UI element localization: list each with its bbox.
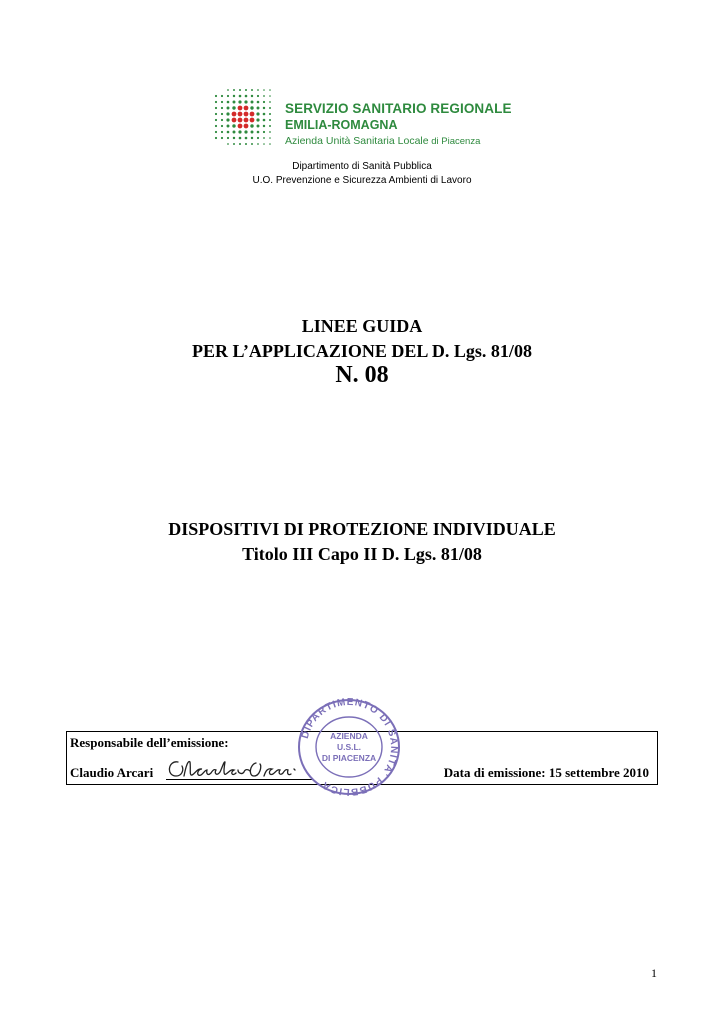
logo-dot-green [251, 131, 254, 134]
logo-dot-green [215, 125, 217, 127]
logo-dot-green [215, 107, 217, 109]
stamp-inner-line1: AZIENDA [330, 731, 368, 741]
logo-dot-green [269, 137, 271, 139]
department-name: Dipartimento di Sanità Pubblica [292, 161, 432, 172]
title-line2: PER L’APPLICAZIONE DEL D. Lgs. 81/08 [192, 341, 532, 361]
logo-dot-green [245, 143, 247, 145]
logo-dot-green [233, 143, 235, 145]
logo-dot-red [244, 124, 249, 129]
page-number: 1 [651, 966, 657, 980]
logo-dot-green [215, 137, 217, 139]
logo-dot-green [269, 143, 271, 145]
logo-dot-green [238, 100, 241, 103]
responsible-label: Responsabile dell’emissione: [70, 735, 229, 750]
logo-dot-red [244, 112, 249, 117]
logo-dot-green [227, 137, 229, 139]
logo-dot-green [227, 101, 230, 104]
logo-dot-red [238, 124, 243, 129]
logo-dot-green [233, 101, 236, 104]
logo-dot-red [250, 112, 255, 117]
logo-dot-green [227, 107, 230, 110]
logo-dot-green [257, 107, 260, 110]
logo-dot-green [263, 101, 265, 103]
signature-icon [164, 756, 304, 788]
logo-dot-red [238, 106, 243, 111]
logo-dot-green [257, 101, 260, 104]
logo-line2: EMILIA-ROMAGNA [285, 118, 398, 132]
logo-dot-green [215, 113, 217, 115]
logo-dot-green [257, 95, 259, 97]
logo-dot-green [269, 119, 271, 121]
logo-dot-green [263, 131, 265, 133]
logo-dot-green [257, 125, 260, 128]
logo-dot-green [244, 130, 247, 133]
emission-date: Data di emissione: 15 settembre 2010 [443, 765, 649, 780]
responsible-name: Claudio Arcari [70, 765, 154, 780]
logo-dot-green [263, 113, 266, 116]
logo-dot-green [227, 143, 229, 145]
logo-dot-green [232, 106, 235, 109]
logo-dot-green [226, 118, 229, 121]
logo-dot-green [215, 95, 217, 97]
logo-dot-green [227, 125, 230, 128]
stamp-icon [296, 697, 402, 797]
logo-dot-green [251, 101, 254, 104]
logo-dot-green [245, 137, 248, 140]
logo-dot-green [233, 89, 235, 91]
logo-dot-green [263, 95, 265, 97]
logo-dot-green [215, 131, 217, 133]
logo-dot-green [221, 101, 223, 103]
logo-dot-green [269, 107, 271, 109]
logo-dot-green [263, 119, 266, 122]
logo-dot-green [227, 131, 230, 134]
logo-dot-red [244, 118, 249, 123]
logo-dot-red [238, 112, 243, 117]
logo-dot-green [233, 131, 236, 134]
logo [212, 86, 512, 150]
logo-dot-red [232, 112, 237, 117]
logo-dot-green [221, 131, 223, 133]
logo-dot-green [221, 137, 223, 139]
logo-dot-red [232, 118, 237, 123]
stamp-outer-text: DIPARTIMENTO DI SANITA' PUBBLICA [299, 697, 400, 797]
logo-dot-green [251, 95, 253, 97]
logo-dot-red [250, 118, 255, 123]
logo-dot-green [221, 113, 223, 115]
logo-dot-green [250, 124, 253, 127]
logo-dot-green [245, 95, 248, 98]
logo-dot-green [269, 131, 271, 133]
logo-dot-green [239, 95, 242, 98]
logo-dot-green [269, 95, 271, 97]
logo-dot-green [257, 89, 259, 91]
logo-dot-green [221, 119, 223, 121]
logo-dot-green [233, 137, 235, 139]
logo-dot-green [263, 89, 265, 91]
logo-dot-green [263, 137, 265, 139]
logo-dot-green [245, 89, 247, 91]
subtitle-line1: DISPOSITIVI DI PROTEZIONE INDIVIDUALE [168, 519, 556, 539]
logo-dot-green [257, 137, 259, 139]
logo-dot-green [269, 125, 271, 127]
logo-dot-green [263, 143, 265, 145]
logo-dot-green [221, 107, 223, 109]
logo-line1: SERVIZIO SANITARIO REGIONALE [285, 101, 512, 116]
logo-line3: Azienda Unità Sanitaria Locale di Piacenza [285, 135, 481, 147]
logo-dot-green [226, 112, 229, 115]
logo-dot-green [238, 130, 241, 133]
logo-dot-green [263, 107, 265, 109]
stamp-inner-line3: DI PIACENZA [321, 753, 377, 763]
logo-dot-green [257, 131, 260, 134]
logo-dot-green [232, 124, 235, 127]
logo-dot-green [215, 101, 217, 103]
logo-dot-green [251, 143, 253, 145]
title-line1: LINEE GUIDA [301, 316, 423, 336]
logo-dot-green [257, 143, 259, 145]
logo-dot-green [269, 89, 271, 91]
title-number: N. 08 [335, 362, 389, 388]
logo-dot-green [263, 125, 265, 127]
logo-dot-green [239, 137, 242, 140]
logo-dot-green [256, 118, 259, 121]
stamp-inner-line2: U.S.L. [336, 742, 362, 752]
logo-dot-green [251, 89, 253, 91]
logo-dot-green [227, 89, 229, 91]
logo-dot-green [221, 95, 223, 97]
logo-dot-green [256, 112, 259, 115]
logo-dot-green [251, 137, 253, 139]
logo-dot-green [239, 89, 241, 91]
logo-dots-icon [212, 86, 274, 148]
logo-dot-green [215, 119, 217, 121]
logo-dot-green [269, 101, 271, 103]
logo-dot-red [238, 118, 243, 123]
logo-dot-green [233, 95, 235, 97]
department-unit: U.O. Prevenzione e Sicurezza Ambienti di Lavoro [252, 175, 472, 186]
logo-dot-green [269, 113, 271, 115]
logo-dot-red [244, 106, 249, 111]
logo-dot-green [239, 143, 241, 145]
subtitle-line2: Titolo III Capo II D. Lgs. 81/08 [242, 544, 482, 564]
logo-dot-green [221, 125, 223, 127]
logo-dot-green [250, 106, 253, 109]
logo-dot-green [227, 95, 229, 97]
logo-dot-green [244, 100, 247, 103]
